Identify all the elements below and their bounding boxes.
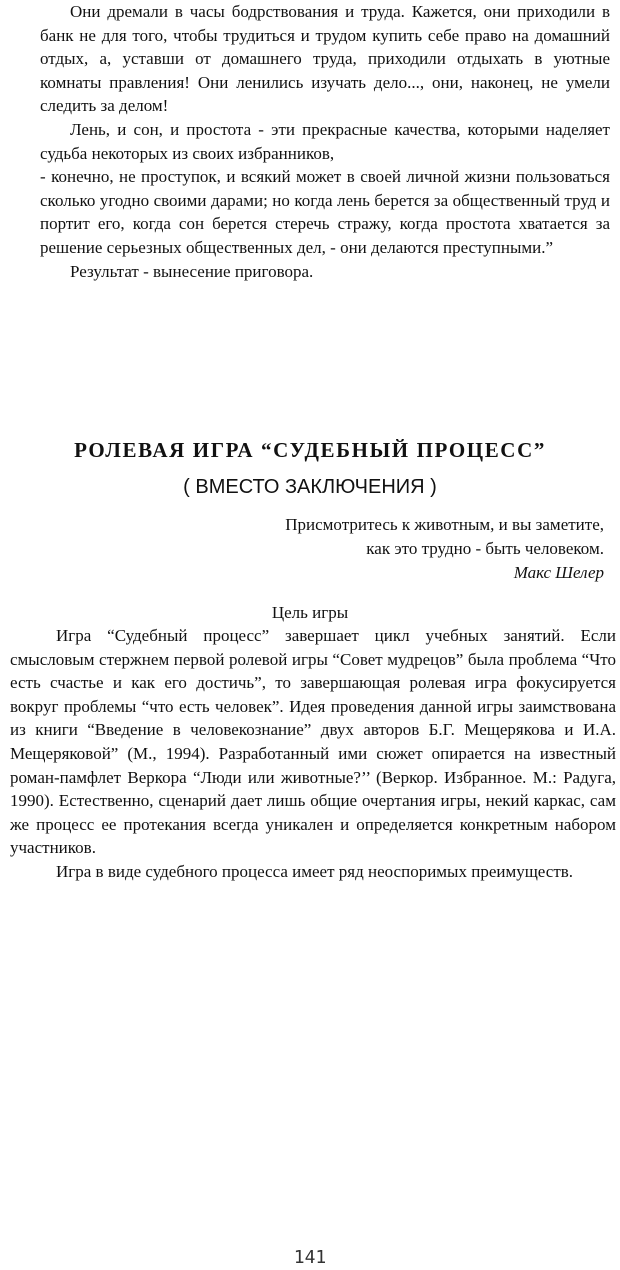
continued-text-block [40,0,610,283]
paragraph: Они дремали в часы бодрствования и труда. Кажется, они приходили в банк не для того, чтобы трудиться и трудом купить себе право на домашний отдых, а, уставши от домашнего труда, приходили отдыхать в уютные комнаты правления! Они ленились изучать дело..., они, наконец, не умели следить за делом! [40,2,610,116]
epigraph [104,513,604,585]
paragraph: Игра в виде судебного процесса имеет ряд неоспоримых преимуществ. [56,861,574,881]
chapter-title: РОЛЕВАЯ ИГРА “СУДЕБНЫЙ ПРОЦЕСС” [74,438,546,462]
epigraph-line: Присмотритесь к животным, и вы заметите, [285,515,604,534]
paragraph: Игра “Судебный процесс” завершает цикл учебных занятий. Если смысловым стержнем первой ролевой игры “Совет мудрецов” была проблема “Что есть счастье и как его достичь”, то завершающая ролевая игра фокусируется вокруг проблемы “что есть человек”. Идея проведения данной игры заимствована из книги “Введение в человекознание” двух авторов Б.Г. Мещерякова и И.А. Мещеряковой” (М., 1994). Разработанный ими сюжет опирается на известный роман-памфлет Веркора “Люди или животные?’’ (Веркор. Избранное. М.: Радуга, 1990). Естественно, сценарий дает лишь общие очертания игры, некий каркас, сам же процесс ее протекания всегда уникален и определяется конкретным набором участников. [10,626,616,858]
section-text-block [10,624,616,884]
paragraph: - конечно, не проступок, и всякий может в своей личной жизни пользоваться сколько угодно своими дарами; но когда лень берется за общественный труд и портит его, когда сон берется стеречь стражу, когда простота хватается за решение серьезных общественных дел, - они делаются преступными.” [40,167,610,257]
paragraph: Результат - вынесение приговора. [70,261,314,281]
section-title: Цель игры [271,603,349,622]
page-number: 141 [293,1247,327,1268]
chapter-subtitle: ( ВМЕСТО ЗАКЛЮЧЕНИЯ ) [183,476,437,498]
paragraph: Лень, и сон, и простота - эти прекрасные качества, которыми наделяет судьба некоторых из своих избранников, [40,119,610,163]
epigraph-author: Макс Шелер [513,563,604,582]
epigraph-line: как это трудно - быть человеком. [366,539,604,558]
